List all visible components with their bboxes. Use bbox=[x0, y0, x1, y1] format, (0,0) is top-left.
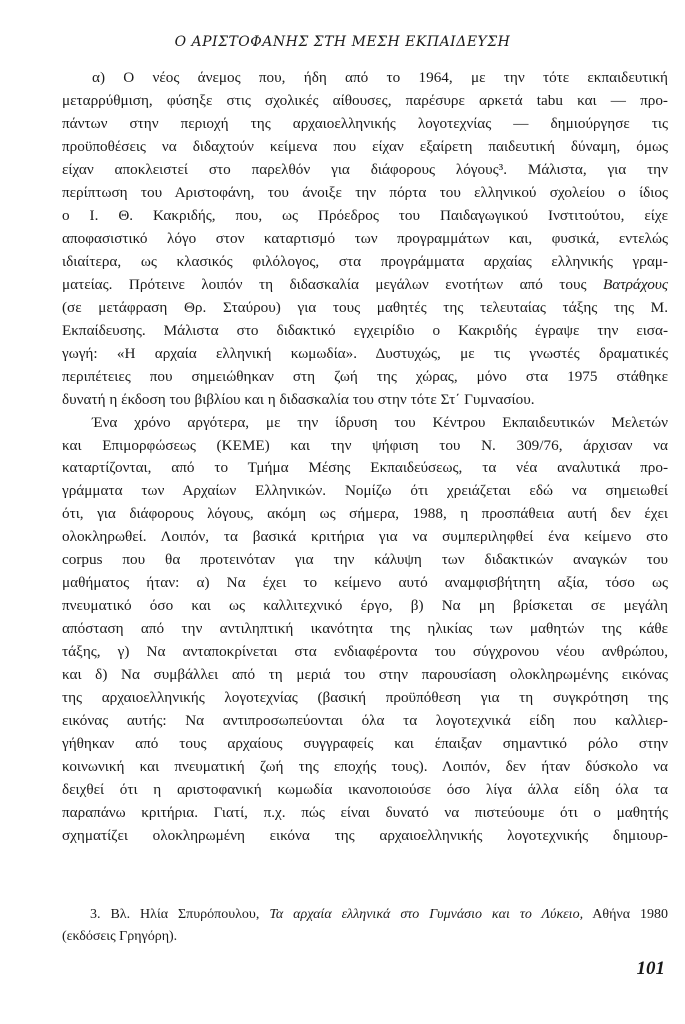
text-line: ο Ι. Θ. Κακριδής, που, ως Πρόεδρος του Παιδαγωγικού Ινστιτούτου, είχε bbox=[62, 206, 668, 224]
text-line: τάξης, γ) Να ανταποκρίνεται στα ενδιαφέροντα του σύγχρονου νέου ανθρώπου, bbox=[62, 643, 668, 661]
text-line: είχαν αποκλειστεί στο παρελθόν για διάφορους λόγους³. Μάλιστα, για την bbox=[62, 160, 668, 178]
text-line: γωγή: «Η αρχαία ελληνική κωμωδία». Δυστυχώς, με τις γνωστές δραματικές bbox=[62, 344, 668, 362]
text-line: ματείας. Πρότεινε λοιπόν τη διδασκαλία μεγάλων ενοτήτων από τους Βατράχους bbox=[62, 275, 668, 293]
text-line: ιδιαίτερα, ως κλασικός φιλόλογος, στα προγράμματα αρχαίας ελληνικής γραμ- bbox=[62, 252, 668, 270]
footnote-publisher: (εκδόσεις Γρηγόρη). bbox=[62, 929, 178, 944]
footnote-author: Βλ. Ηλία Σπυρόπουλου, bbox=[110, 907, 260, 922]
paragraph bbox=[62, 67, 668, 412]
text-line: αποφασιστικό λόγο στον καταρτισμό των προγραμμάτων και, φυσικά, εντελώς bbox=[62, 229, 668, 247]
footnote-place-year: Αθήνα 1980 bbox=[592, 907, 669, 922]
text-line: ότι, για διάφορους λόγους, ακόμη ως σήμερα, 1988, η προσπάθεια αυτή δεν έχει bbox=[62, 505, 668, 523]
text-line: (σε μετάφραση Θρ. Σταύρου) για τους μαθητές της τελευταίας τάξης της Μ. bbox=[62, 298, 668, 316]
footnote-number: 3. bbox=[90, 907, 101, 922]
text-line: corpus που θα προτεινόταν για την κάλυψη των διδακτικών αναγκών του bbox=[62, 551, 668, 569]
text-line: γράμματα των Αρχαίων Ελληνικών. Νομίζω ότι χρειάζεται εδώ να σημειωθεί bbox=[62, 482, 668, 500]
text-line: μαθήματος ήταν: α) Να έχει το κείμενο αυτό αναμφισβήτητη αξία, τόσο ως bbox=[62, 574, 668, 592]
text-line: Εκπαίδευσης. Μάλιστα στο διδακτικό εγχειρίδιο ο Κακριδής έγραψε την εισα- bbox=[62, 321, 668, 339]
text-line: παραπάνω κριτήρια. Γιατί, π.χ. πώς είναι δυνατό να πιστεύουμε ότι ο μαθητής bbox=[62, 804, 668, 821]
text-line: δυνατή η έκδοση του βιβλίου και η διδασκαλία του στην τότε Στ΄ Γυμνασίου. bbox=[62, 390, 535, 408]
page-number: 101 bbox=[636, 958, 665, 979]
text-line: περιπέτειες που σημειώθηκαν στη ζωή της χώρας, μόνο στα 1975 στάθηκε bbox=[62, 367, 668, 385]
text-line: δειχθεί ότι η αριστοφανική κωμωδία ικανοποιούσε όσο λίγα άλλα είδη όλα τα bbox=[62, 781, 668, 799]
text-line: α) Ο νέος άνεμος που, ήδη από το 1964, με την τότε εκπαιδευτική bbox=[92, 69, 668, 86]
text-line: και δ) Να συμβάλλει από τη μεριά του στην παρουσίαση ολοκληρωμένης εικόνας bbox=[62, 666, 668, 684]
text-line: σχηματίζει ολοκληρωμένη εικόνα της αρχαιοελληνικής λογοτεχνικής δημιουρ- bbox=[62, 826, 668, 844]
text-line: γήθηκαν από τους αρχαίους συγγραφείς και έπαιξαν σημαντικό ρόλο στην bbox=[62, 735, 668, 753]
text-line: πνευματικό όσο και ως καλλιτεχνικό έργο, β) Να μη βρίσκεται σε μεγάλη bbox=[62, 597, 668, 615]
italic-title: Βατράχους bbox=[602, 275, 668, 293]
text-line: καταρτίζονται, από το Τμήμα Μέσης Εκπαιδεύσεως, τα νέα αναλυτικά προ- bbox=[62, 459, 668, 477]
text-line: κοινωνική και πνευματική ζωή της εποχής τους). Λοιπόν, δεν ήταν δύσκολο να bbox=[62, 758, 668, 776]
text-line: απόσταση από την αντιληπτική ικανότητα της ηλικίας των μαθητών της κάθε bbox=[62, 620, 668, 638]
text-line: ολοκληρωθεί. Λοιπόν, τα βασικά κριτήρια για να συμπεριληφθεί ένα κείμενο στο bbox=[62, 528, 668, 546]
footnote-book-title: Τα αρχαία ελληνικά στο Γυμνάσιο και το Λύκειο, bbox=[269, 907, 584, 922]
body-text bbox=[62, 67, 668, 848]
text-line: προϋποθέσεις να διδαχτούν κείμενα που είχαν εξαίρετη παιδευτική δύναμη, όμως bbox=[62, 137, 668, 155]
text-line: και Επιμορφώσεως (ΚΕΜΕ) και την ψήφιση του Ν. 309/76, άρχισαν να bbox=[62, 436, 668, 454]
text-line: Ένα χρόνο αργότερα, με την ίδρυση του Κέντρου Εκπαιδευτικών Μελετών bbox=[92, 413, 668, 431]
footnote bbox=[62, 904, 668, 948]
text-line: περίπτωση του Αριστοφάνη, του άνοιξε την πόρτα του ελληνικού σχολείου ο ίδιος bbox=[62, 183, 668, 201]
text-line: της αρχαιοελληνικής λογοτεχνίας (βασική προϋπόθεση για τη συγκρότηση της bbox=[62, 689, 668, 707]
running-header: Ο ΑΡΙΣΤΟΦΑΝΗΣ ΣΤΗ ΜΕΣΗ ΕΚΠΑΙΔΕΥΣΗ bbox=[174, 34, 511, 50]
text-line: μεταρρύθμιση, φύσηξε στις σχολικές αίθουσες, παρέσυρε αρκετά tabu και — προ- bbox=[62, 91, 668, 109]
footnote-line bbox=[62, 904, 668, 926]
text-line: πάντων στην περιοχή της αρχαιοελληνικής λογοτεχνίας — δημιούργησε τις bbox=[62, 114, 668, 132]
text-line: εικόνας αυτής: Να αντιπροσωπεύονται όλα τα λογοτεχνικά είδη που καλλιερ- bbox=[62, 712, 668, 730]
paragraph bbox=[62, 412, 668, 848]
